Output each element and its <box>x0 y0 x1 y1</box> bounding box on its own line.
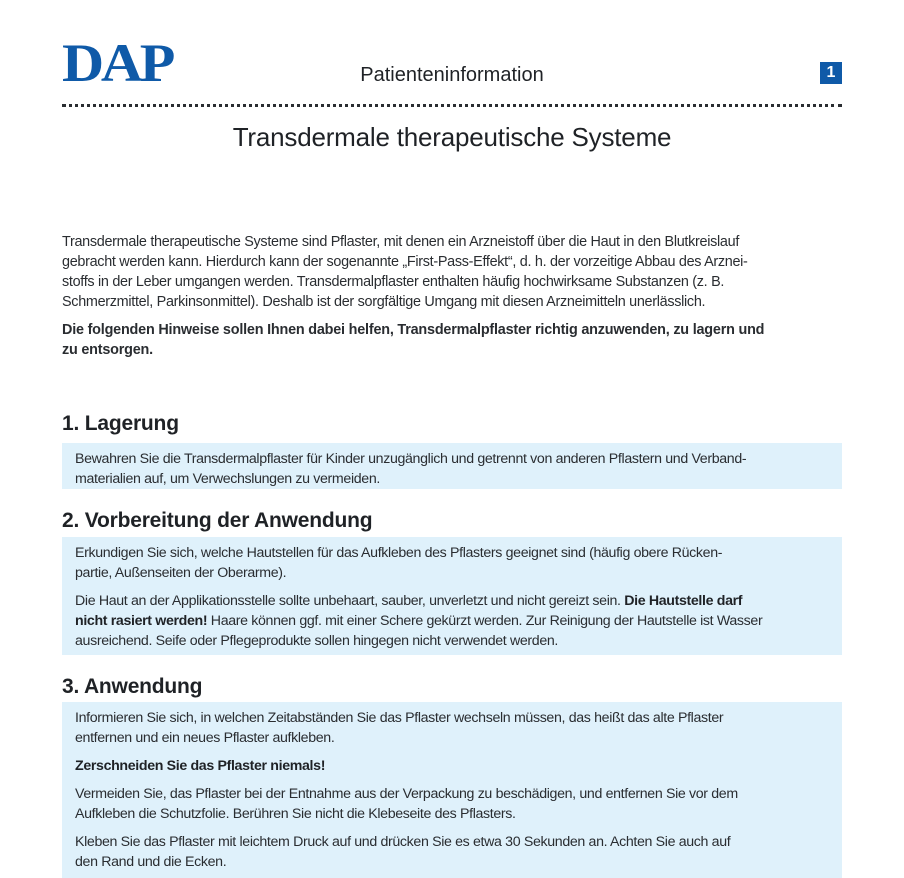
page-number-badge: 1 <box>820 62 842 84</box>
paragraph-line: Informieren Sie sich, in welchen Zeitabständen Sie das Pflaster wechseln müssen, das heißt das alte Pflaster <box>75 710 724 726</box>
paragraph-line: Aufkleben die Schutzfolie. Berühren Sie nicht die Klebeseite des Pflasters. <box>75 806 516 822</box>
paragraph-line: partie, Außenseiten der Oberarme). <box>75 565 287 581</box>
section-paragraph <box>75 543 828 583</box>
section-box-anwendung <box>62 702 842 878</box>
warning-text: Zerschneiden Sie das Pflaster niemals! <box>75 758 326 774</box>
intro-bold-paragraph <box>62 320 832 360</box>
paragraph-line: Erkundigen Sie sich, welche Hautstellen für das Aufkleben des Pflasters geeignet sind (häufig obere Rücken- <box>75 545 723 561</box>
emphasis-text: Die Hautstelle darf <box>624 593 743 609</box>
section-box-vorbereitung <box>62 537 842 655</box>
section-box-lagerung <box>62 443 842 489</box>
section-paragraph <box>75 708 828 748</box>
document-title: Transdermale therapeutische Systeme <box>232 122 672 152</box>
section-paragraph <box>75 756 828 776</box>
paragraph-text: Haare können ggf. mit einer Schere gekürzt werden. Zur Reinigung der Hautstelle ist Wasser <box>207 613 763 629</box>
intro-line: stoffs in der Leber umgangen werden. Transdermalpflaster enthalten häufig hochwirksame Substanzen (z. B. <box>62 274 725 290</box>
dap-logo: DAP <box>62 33 173 93</box>
header-title: Patienteninformation <box>360 64 544 86</box>
intro-bold-line: zu entsorgen. <box>62 342 153 358</box>
section-paragraph <box>75 832 828 872</box>
section-heading-lagerung: 1. Lagerung <box>62 412 179 435</box>
section-paragraph <box>75 591 828 651</box>
intro-line: Transdermale therapeutische Systeme sind Pflaster, mit denen ein Arzneistoff über die Haut in den Blutkreislauf <box>62 234 740 250</box>
intro-bold-line: Die folgenden Hinweise sollen Ihnen dabei helfen, Transdermalpflaster richtig anzuwenden, zu lagern und <box>62 322 765 338</box>
section-heading-vorbereitung: 2. Vorbereitung der Anwendung <box>62 509 373 532</box>
emphasis-text: nicht rasiert werden! <box>75 613 208 629</box>
paragraph-line: entfernen und ein neues Pflaster aufkleben. <box>75 730 335 746</box>
section-paragraph <box>75 784 828 824</box>
section-paragraph <box>75 449 828 489</box>
intro-line: Schmerzmittel, Parkinsonmittel). Deshalb ist der sorgfältige Umgang mit diesen Arzneimitteln unerlässlich. <box>62 294 706 310</box>
dotted-divider <box>62 104 842 107</box>
intro-line: gebracht werden kann. Hierdurch kann der sogenannte „First-Pass-Effekt“, d. h. der vorzeitige Abbau des Arznei- <box>62 254 748 270</box>
section-heading-anwendung: 3. Anwendung <box>62 675 203 698</box>
paragraph-line: Bewahren Sie die Transdermalpflaster für Kinder unzugänglich und getrennt von anderen Pflastern und Verband- <box>75 451 747 467</box>
paragraph-line: materialien auf, um Verwechslungen zu vermeiden. <box>75 471 380 487</box>
paragraph-line: Kleben Sie das Pflaster mit leichtem Druck auf und drücken Sie es etwa 30 Sekunden an. Achten Sie auch auf <box>75 834 731 850</box>
paragraph-line: den Rand und die Ecken. <box>75 854 227 870</box>
paragraph-line: Vermeiden Sie, das Pflaster bei der Entnahme aus der Verpackung zu beschädigen, und entfernen Sie vor dem <box>75 786 738 802</box>
paragraph-text: ausreichend. Seife oder Pflegeprodukte sollen hingegen nicht verwendet werden. <box>75 633 559 649</box>
intro-text <box>62 232 832 360</box>
paragraph-text: Die Haut an der Applikationsstelle sollte unbehaart, sauber, unverletzt und nicht gereizt sein. <box>75 593 625 609</box>
intro-paragraph <box>62 232 832 312</box>
